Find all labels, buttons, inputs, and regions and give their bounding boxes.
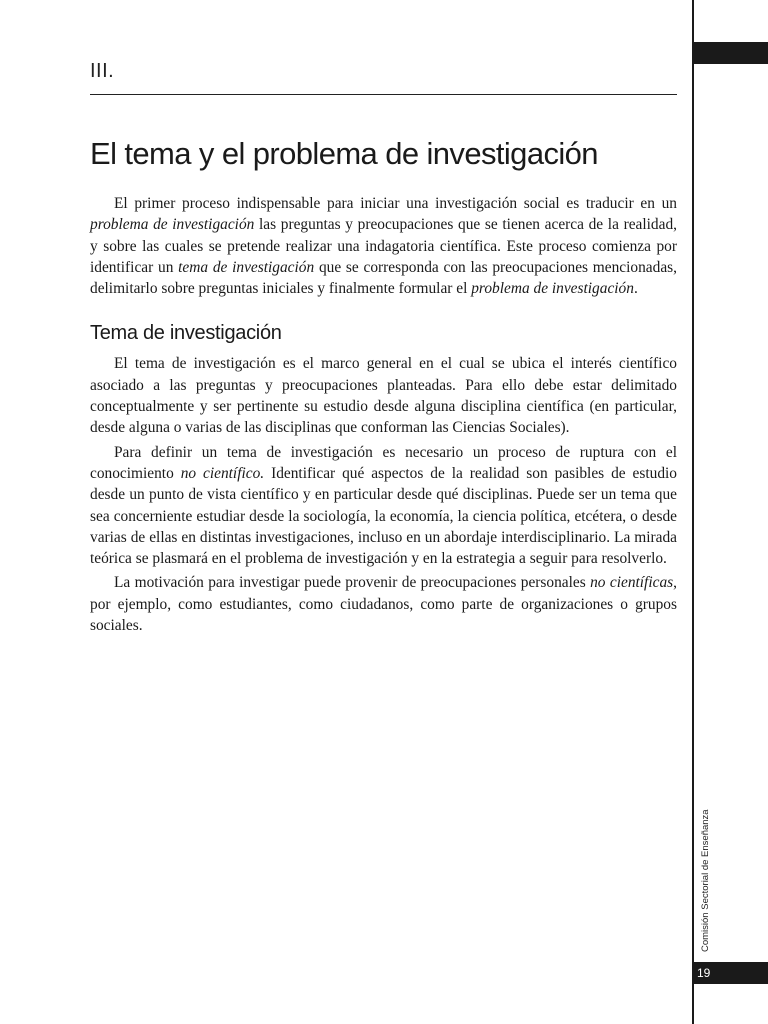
- p2-text-2: Identificar qué aspectos de la realidad son pasibles de estudio desde un punto de vista científico y en particular desde qué disciplinas. Puede ser un tema que sea concerniente estudiar desde la sociología, la economía, la ciencia política, etcétera, o desde varias de ellas en distintas investigaciones, incluso en un abordaje interdisciplinario. La mirada teórica se plasmará en el problema de investigación y en la estrategia a seguir para resolverlo.: [90, 464, 677, 568]
- top-tab-marker: [694, 42, 768, 64]
- p2-text-1: Para definir un tema de investigación es necesario un proceso de ruptura con el conocimiento: [90, 443, 677, 482]
- p3-text-1: La motivación para investigar puede provenir de preocupaciones personales: [114, 574, 591, 592]
- p2-emphasis: no científico.: [180, 464, 265, 482]
- p3-emphasis: no científicas: [590, 574, 674, 592]
- intro-text-1: El primer proceso indispensable para iniciar una investigación social es traducir en un: [114, 195, 677, 212]
- intro-text-2: las preguntas y preocupaciones que se tienen acerca de la realidad, y sobre las cuales se pretende realizar una indagatoria científica. Este proceso comienza por identificar un: [90, 216, 677, 276]
- intro-emphasis-3: problema de investigación: [471, 280, 634, 298]
- page-content: [90, 193, 677, 636]
- intro-text-3: que se corresponda con las preocupaciones mencionadas, delimitarlo sobre preguntas iniciales y finalmente formular el: [90, 258, 677, 298]
- chapter-label: III.: [90, 60, 115, 82]
- page-number: 19: [697, 966, 711, 980]
- section-paragraph-3: [90, 572, 677, 636]
- intro-paragraph: [90, 193, 677, 299]
- section-paragraph-2: [90, 442, 677, 570]
- intro-text-4: .: [633, 280, 638, 298]
- side-caption: Comisión Sectorial de Enseñanza: [700, 809, 711, 952]
- margin-rule: [692, 0, 694, 1024]
- intro-emphasis-1: problema de investigación: [90, 216, 255, 234]
- section-paragraph-1: El tema de investigación es el marco general en el cual se ubica el interés científico asociado a las preguntas y preocupaciones planteadas. Para ello debe estar delimitado conceptualmente y ser pertinente su estudio desde alguna disciplina científica (en particular, desde alguna o varias de las disciplinas que conforman las Ciencias Sociales).: [90, 355, 677, 437]
- intro-emphasis-2: tema de investigación: [178, 258, 315, 276]
- chapter-divider: [90, 94, 677, 95]
- chapter-title: El tema y el problema de investigación: [90, 136, 598, 171]
- section-heading: Tema de investigación: [90, 322, 282, 345]
- p3-text-2: , por ejemplo, como estudiantes, como ciudadanos, como parte de organizaciones o grupos sociales.: [90, 574, 677, 635]
